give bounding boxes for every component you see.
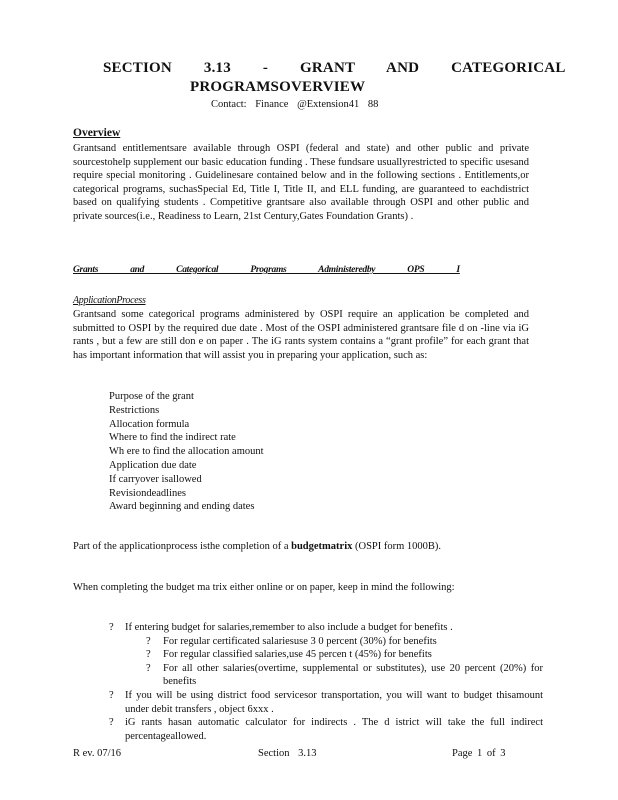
list-item: Purpose of the grant	[109, 391, 194, 402]
application-process-heading: ApplicationProcess	[73, 295, 146, 306]
bullet-text: If you will be using district food servicesor transportation, you will want to budget thisamount under debit transfers , object 6xxx .	[125, 689, 543, 715]
bullet-subitem	[73, 662, 543, 689]
bullet-text: For regular classified salaries,use 45 percen t (45%) for benefits	[163, 649, 432, 661]
budget-bullets	[73, 621, 543, 743]
budget-matrix-term: budgetmatrix	[291, 541, 353, 552]
bullet-item	[73, 621, 543, 635]
overview-paragraph: Grantsand entitlementsare available through OSPI (federal and state) and other public and private sourcestohelp supplement our basic education funding . These fundsare usuallyrestricted to specific usesand require special monitoring . Guidelinesare contained below and in the following sections . Entitlements,or categorical programs, suchasSpecial Ed, Title I, Title II, and ELL funding, are guaranteed to eachdistrict based on qualifying students . Competitive grantsare also available through OSPI and other public and private sources(i.e., Readiness to Learn, 21st Century,Gates Foundation Grants) .	[73, 143, 529, 222]
overview-heading: Overview	[73, 127, 121, 139]
grants-heading: Grants and Categorical Programs Administeredby OPS I	[73, 265, 460, 275]
section-title-line2: PROGRAMSOVERVIEW	[190, 79, 366, 95]
bullet-item	[73, 716, 543, 743]
list-item: Allocation formula	[109, 418, 190, 430]
list-item: If carryover isallowed	[109, 473, 202, 485]
bullet-text: If entering budget for salaries,remember to also include a budget for benefits .	[125, 622, 453, 633]
list-item: Where to find the indirect rate	[109, 432, 236, 444]
grant-profile-list	[109, 390, 264, 514]
bullet-text: For regular certificated salariesuse 3 0 percent (30%) for benefits	[163, 635, 437, 647]
budget-matrix-paragraph	[73, 540, 513, 554]
bullet-mark: ?	[146, 649, 151, 661]
bullet-mark: ?	[109, 689, 114, 701]
footer-revision: R ev. 07/16	[73, 748, 122, 759]
bullet-item	[73, 689, 543, 716]
budget-text-after: (OSPI form 1000B).	[352, 541, 442, 552]
bullet-subitem	[73, 635, 543, 649]
bullet-text: iG rants hasan automatic calculator for indirects . The d istrict will take the full indirect percentageallowed.	[125, 717, 543, 742]
list-item: Award beginning and ending dates	[109, 501, 255, 513]
list-item: Revisiondeadlines	[109, 487, 186, 499]
list-item: Application due date	[109, 459, 197, 471]
budget-when-paragraph: When completing the budget ma trix either online or on paper, keep in mind the following:	[73, 582, 455, 593]
bullet-text: For all other salaries(overtime, supplemental or substitutes), use 20 percent (20%) for benefits	[163, 662, 543, 688]
list-item: Restrictions	[109, 404, 160, 416]
bullet-mark: ?	[109, 622, 114, 633]
bullet-mark: ?	[146, 662, 151, 674]
bullet-mark: ?	[109, 717, 114, 729]
budget-text-before: Part of the applicationprocess isthe completion of a	[73, 541, 292, 552]
contact-line: Contact: Finance @Extension41 88	[211, 99, 379, 110]
footer-page-number: Page 1 of 3	[452, 748, 506, 759]
list-item: Wh ere to find the allocation amount	[109, 446, 264, 458]
bullet-mark: ?	[146, 635, 151, 647]
section-title-line1: SECTION 3.13 - GRANT AND CATEGORICAL	[103, 60, 566, 76]
application-paragraph: Grantsand some categorical programs administered by OSPI require an application be completed and submitted to OSPI by the required due date . Most of the OSPI administered grantsare file d on -line via iG rants , but a few are still don e on paper . The iG rants system contains a “grant profile” for each grant that has important information that will assist you in preparing your application, such as:	[73, 309, 529, 361]
bullet-subitem	[73, 648, 543, 662]
footer-section: Section 3.13	[258, 748, 317, 759]
